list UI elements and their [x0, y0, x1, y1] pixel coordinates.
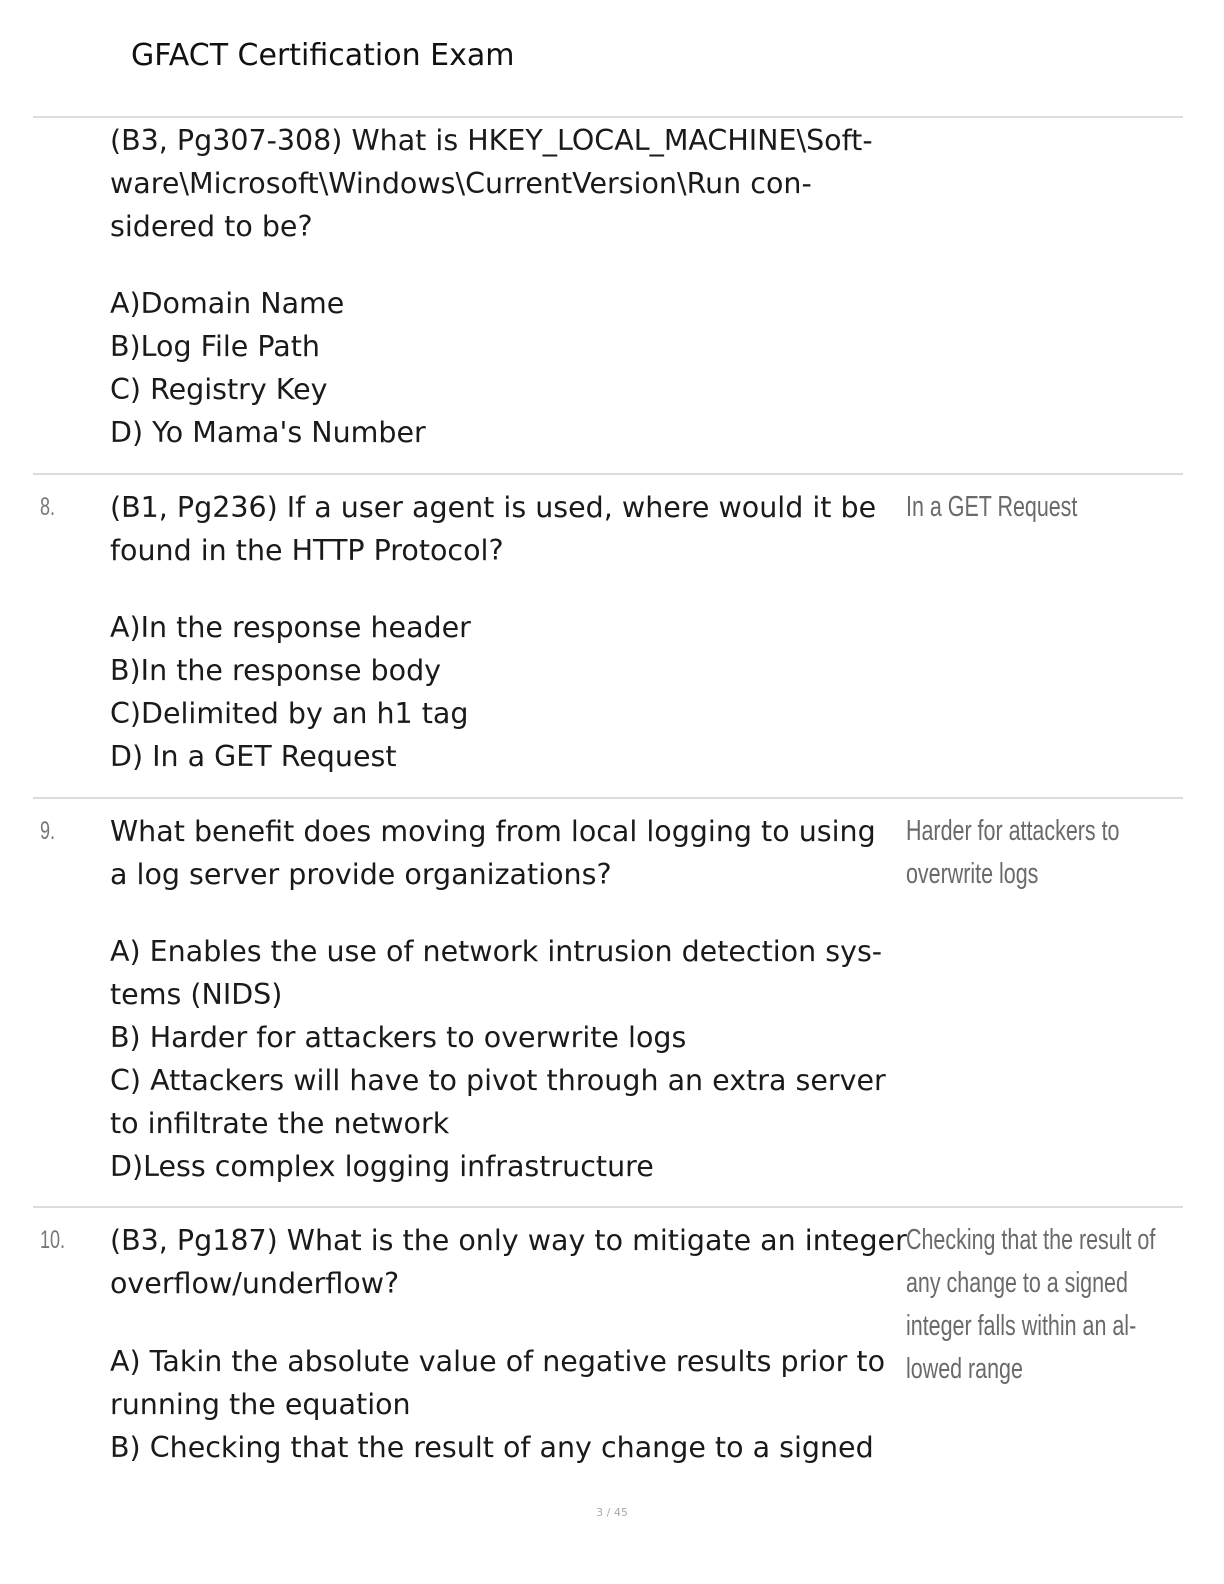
answer-line: integer falls within an al-	[906, 1310, 1137, 1342]
answer-note	[906, 486, 1077, 529]
choice-item: B)In the response body	[110, 654, 442, 687]
answer-line: Checking that the result of	[906, 1224, 1156, 1256]
answer-line: In a GET Request	[906, 491, 1078, 523]
answer-line: overwrite logs	[906, 858, 1039, 890]
choice-list	[110, 606, 900, 778]
divider	[33, 116, 1183, 118]
question-line: sidered to be?	[110, 210, 313, 243]
question-number: 8.	[40, 493, 56, 521]
question-line: found in the HTTP Protocol?	[110, 534, 504, 567]
choice-item: D) Yo Mama's Number	[110, 416, 426, 449]
choice-item: C) Registry Key	[110, 373, 328, 406]
question-line: overflow/underflow?	[110, 1267, 400, 1300]
question-line: What benefit does moving from local logging to using	[110, 815, 876, 848]
question-text	[110, 1219, 907, 1305]
choice-item: C) Attackers will have to pivot through an extra server	[110, 1064, 886, 1097]
question-line: ware\Microsoft\Windows\CurrentVersion\Run con-	[110, 167, 812, 200]
choice-list	[110, 1340, 900, 1469]
question-number: 9.	[40, 817, 56, 845]
choice-item: C)Delimited by an h1 tag	[110, 697, 469, 730]
answer-note	[906, 810, 1119, 896]
choice-item: B) Harder for attackers to overwrite logs	[110, 1021, 687, 1054]
choice-item: D) In a GET Request	[110, 740, 397, 773]
answer-line: lowed range	[906, 1353, 1023, 1385]
divider	[33, 797, 1183, 799]
answer-line: Harder for attackers to	[906, 815, 1120, 847]
choice-item: B) Checking that the result of any change to a signed	[110, 1431, 874, 1464]
question-line: (B3, Pg187) What is the only way to mitigate an integer	[110, 1224, 907, 1257]
choice-item: tems (NIDS)	[110, 978, 283, 1011]
question-line: (B1, Pg236) If a user agent is used, where would it be	[110, 491, 877, 524]
choice-item: running the equation	[110, 1388, 411, 1421]
choice-item: D)Less complex logging infrastructure	[110, 1150, 654, 1183]
choice-item: to infiltrate the network	[110, 1107, 450, 1140]
choice-list	[110, 930, 900, 1188]
question-text	[110, 810, 900, 896]
answer-line: any change to a signed	[906, 1267, 1128, 1299]
choice-item: B)Log File Path	[110, 330, 320, 363]
question-line: (B3, Pg307-308) What is HKEY_LOCAL_MACHINE\Soft-	[110, 124, 873, 157]
page-title: GFACT Certification Exam	[131, 38, 515, 73]
divider	[33, 1206, 1183, 1208]
question-text	[110, 486, 900, 572]
choice-item: A)In the response header	[110, 611, 471, 644]
choice-list	[110, 282, 900, 454]
choice-item: A) Enables the use of network intrusion detection sys-	[110, 935, 883, 968]
choice-item: A) Takin the absolute value of negative results prior to	[110, 1345, 886, 1378]
divider	[33, 473, 1183, 475]
question-line: a log server provide organizations?	[110, 858, 612, 891]
question-text	[110, 119, 900, 248]
answer-note	[906, 1219, 1155, 1391]
choice-item: A)Domain Name	[110, 287, 345, 320]
question-number: 10.	[40, 1226, 66, 1254]
page-number: 3 / 45	[596, 1506, 628, 1519]
